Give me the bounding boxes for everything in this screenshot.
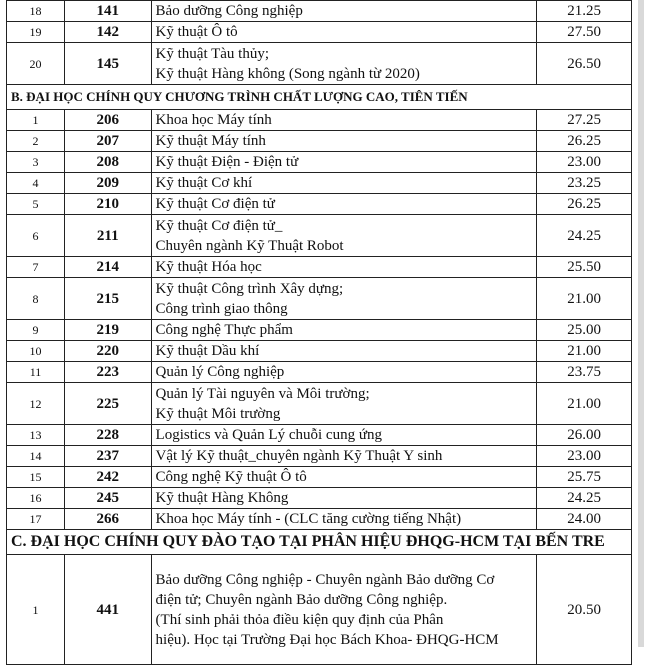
row-number: 5 — [7, 194, 65, 215]
table-row — [7, 341, 632, 362]
cutoff-score: 26.25 — [537, 131, 632, 152]
program-code: 441 — [65, 555, 152, 665]
program-name — [151, 110, 537, 131]
program-name — [151, 131, 537, 152]
program-name — [151, 555, 537, 665]
program-code: 206 — [65, 110, 152, 131]
cutoff-score: 23.25 — [537, 173, 632, 194]
cutoff-score: 23.00 — [537, 152, 632, 173]
table-row — [7, 488, 632, 509]
program-code: 145 — [65, 43, 152, 85]
program-code: 242 — [65, 467, 152, 488]
program-name-line: Kỹ thuật Cơ khí — [155, 175, 253, 191]
program-name-line: Khoa học Máy tính — [155, 112, 272, 128]
program-name-line: Công nghệ Kỹ thuật Ô tô — [155, 469, 307, 485]
program-name-line: hiệu). Học tại Trường Đại học Bách Khoa- ĐHQG-HCM — [155, 631, 499, 648]
program-name-line: Kỹ thuật Tàu thủy; — [155, 45, 269, 62]
program-code: 210 — [65, 194, 152, 215]
cutoff-score: 26.00 — [537, 425, 632, 446]
program-name-line: Kỹ thuật Điện - Điện tử — [155, 154, 299, 170]
program-name — [151, 488, 537, 509]
cutoff-score: 23.00 — [537, 446, 632, 467]
program-name-line: Logistics và Quản Lý chuỗi cung ứng — [155, 427, 382, 443]
cutoff-score: 24.00 — [537, 509, 632, 530]
program-name-line: Quản lý Tài nguyên và Môi trường; — [155, 385, 370, 402]
cutoff-score: 25.50 — [537, 257, 632, 278]
table-row — [7, 555, 632, 665]
program-name-line: Bảo dưỡng Công nghiệp — [155, 3, 303, 19]
program-name-line: Vật lý Kỹ thuật_chuyên ngành Kỹ Thuật Y sinh — [155, 448, 443, 464]
cutoff-score: 24.25 — [537, 488, 632, 509]
score-table — [6, 0, 632, 665]
program-name-line: Kỹ thuật Hàng Không — [155, 490, 289, 506]
section-header-row — [7, 530, 632, 555]
table-row — [7, 173, 632, 194]
program-name-line: Kỹ thuật Môi trường — [155, 405, 281, 422]
cutoff-score: 20.50 — [537, 555, 632, 665]
cutoff-score: 21.00 — [537, 278, 632, 320]
row-number: 17 — [7, 509, 65, 530]
program-name-line: Chuyên ngành Kỹ Thuật Robot — [155, 237, 344, 254]
cutoff-score: 21.00 — [537, 383, 632, 425]
cutoff-score: 27.50 — [537, 22, 632, 43]
program-name — [151, 509, 537, 530]
table-row — [7, 320, 632, 341]
program-name — [151, 257, 537, 278]
row-number: 7 — [7, 257, 65, 278]
cutoff-score: 24.25 — [537, 215, 632, 257]
program-name-line: Kỹ thuật Ô tô — [155, 24, 238, 40]
program-code: 208 — [65, 152, 152, 173]
cutoff-score: 26.50 — [537, 43, 632, 85]
program-code: 219 — [65, 320, 152, 341]
program-name — [151, 194, 537, 215]
row-number: 13 — [7, 425, 65, 446]
row-number: 18 — [7, 1, 65, 22]
program-name-line: Kỹ thuật Hàng không (Song ngành từ 2020) — [155, 65, 420, 82]
scrollbar[interactable] — [638, 0, 644, 647]
row-number: 1 — [7, 110, 65, 131]
program-name — [151, 43, 537, 85]
table-row — [7, 110, 632, 131]
program-name-line: (Thí sinh phải thỏa điều kiện quy định của Phân — [155, 611, 444, 628]
program-code: 228 — [65, 425, 152, 446]
program-name-line: điện tử; Chuyên ngành Bảo dưỡng Công nghiệp. — [155, 591, 448, 608]
program-name — [151, 467, 537, 488]
row-number: 20 — [7, 43, 65, 85]
admission-score-document — [6, 0, 632, 665]
row-number: 9 — [7, 320, 65, 341]
cutoff-score: 25.00 — [537, 320, 632, 341]
table-row — [7, 446, 632, 467]
program-name — [151, 152, 537, 173]
program-name-line: Kỹ thuật Máy tính — [155, 133, 266, 149]
row-number: 15 — [7, 467, 65, 488]
cutoff-score: 23.75 — [537, 362, 632, 383]
section-header-row — [7, 85, 632, 110]
cutoff-score: 21.25 — [537, 1, 632, 22]
table-row — [7, 257, 632, 278]
program-code: 237 — [65, 446, 152, 467]
cutoff-score: 27.25 — [537, 110, 632, 131]
program-name — [151, 362, 537, 383]
table-row — [7, 278, 632, 320]
program-code: 141 — [65, 1, 152, 22]
program-name — [151, 446, 537, 467]
row-number: 6 — [7, 215, 65, 257]
program-name-line: Bảo dưỡng Công nghiệp - Chuyên ngành Bảo dưỡng Cơ — [155, 571, 495, 588]
program-name-line: Công nghệ Thực phẩm — [155, 322, 293, 338]
program-name — [151, 383, 537, 425]
cutoff-score: 26.25 — [537, 194, 632, 215]
row-number: 2 — [7, 131, 65, 152]
table-row — [7, 383, 632, 425]
table-row — [7, 362, 632, 383]
program-name-line: Kỹ thuật Công trình Xây dựng; — [155, 280, 344, 297]
table-row — [7, 22, 632, 43]
program-name — [151, 215, 537, 257]
program-name-line: Kỹ thuật Hóa học — [155, 259, 262, 275]
row-number: 4 — [7, 173, 65, 194]
program-name — [151, 22, 537, 43]
program-name-line: Kỹ thuật Dầu khí — [155, 343, 260, 359]
program-name — [151, 173, 537, 194]
program-name-line: Quản lý Công nghiệp — [155, 364, 285, 380]
table-row — [7, 467, 632, 488]
program-name — [151, 1, 537, 22]
program-name — [151, 425, 537, 446]
program-code: 214 — [65, 257, 152, 278]
program-code: 220 — [65, 341, 152, 362]
row-number: 8 — [7, 278, 65, 320]
program-code: 245 — [65, 488, 152, 509]
program-name-line: Công trình giao thông — [155, 300, 288, 317]
table-row — [7, 131, 632, 152]
table-row — [7, 425, 632, 446]
program-code: 266 — [65, 509, 152, 530]
table-row — [7, 1, 632, 22]
cutoff-score: 21.00 — [537, 341, 632, 362]
cutoff-score: 25.75 — [537, 467, 632, 488]
program-code: 211 — [65, 215, 152, 257]
row-number: 10 — [7, 341, 65, 362]
section-title: C. ĐẠI HỌC CHÍNH QUY ĐÀO TẠO TẠI PHÂN HIỆU ĐHQG-HCM TẠI BẾN TRE — [7, 530, 632, 555]
table-row — [7, 194, 632, 215]
row-number: 14 — [7, 446, 65, 467]
row-number: 3 — [7, 152, 65, 173]
row-number: 12 — [7, 383, 65, 425]
program-name — [151, 341, 537, 362]
section-title: B. ĐẠI HỌC CHÍNH QUY CHƯƠNG TRÌNH CHẤT LƯỢNG CAO, TIÊN TIẾN — [7, 85, 632, 110]
row-number: 16 — [7, 488, 65, 509]
table-row — [7, 152, 632, 173]
row-number: 19 — [7, 22, 65, 43]
program-code: 215 — [65, 278, 152, 320]
program-code: 207 — [65, 131, 152, 152]
row-number: 1 — [7, 555, 65, 665]
program-name-line: Kỹ thuật Cơ điện tử_ — [155, 217, 283, 234]
program-name-line: Khoa học Máy tính - (CLC tăng cường tiếng Nhật) — [155, 511, 462, 527]
row-number: 11 — [7, 362, 65, 383]
program-name-line: Kỹ thuật Cơ điện tử — [155, 196, 275, 212]
table-row — [7, 43, 632, 85]
table-row — [7, 509, 632, 530]
table-row — [7, 215, 632, 257]
program-name — [151, 278, 537, 320]
program-code: 223 — [65, 362, 152, 383]
program-code: 209 — [65, 173, 152, 194]
program-code: 225 — [65, 383, 152, 425]
program-code: 142 — [65, 22, 152, 43]
program-name — [151, 320, 537, 341]
